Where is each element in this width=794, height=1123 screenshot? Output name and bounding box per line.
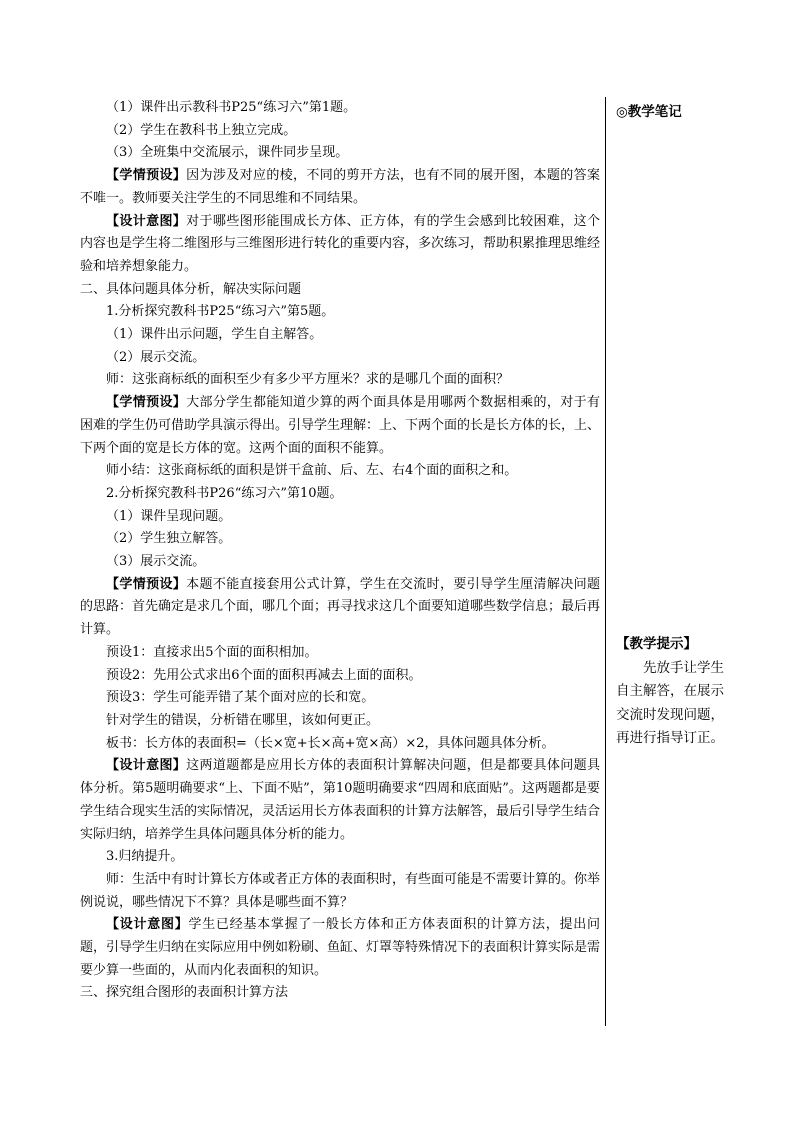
- paragraph: （1）课件出示问题，学生自主解答。: [106, 327, 323, 343]
- teaching-notes-title: ◎教学笔记: [616, 104, 682, 120]
- teaching-tip-body: 先放手让学生自主解答，在展示交流时发现问题，再进行指导订正。: [616, 659, 724, 746]
- paragraph-tag: 【学情预设】: [106, 395, 187, 411]
- tagged-paragraph: [80, 211, 600, 279]
- paragraph: 1.分析探究教科书P25“练习六”第5题。: [106, 304, 335, 320]
- paragraph-tag: 【学情预设】: [106, 168, 187, 184]
- paragraph: （1）课件呈现问题。: [106, 508, 232, 524]
- paragraph-text: 因为涉及对应的棱，不同的剪开方法，也有不同的展开图，本题的答案不唯一。教师要关注学生的不同思维和不同结果。: [80, 168, 600, 206]
- paragraph: （2）学生在教科书上独立完成。: [106, 122, 297, 138]
- paragraph: （3）展示交流。: [106, 554, 206, 570]
- tagged-paragraph: [80, 165, 600, 210]
- lesson-body: [80, 97, 600, 1005]
- paragraph-text: 大部分学生都能知道少算的两个面具体是用哪两个数据相乘的，对于有困难的学生仍可借助学具演示得出。引导学生理解：上、下两个面的长是长方体的长，上、下两个面的宽是长方体的宽。这两个面的面积不能算。: [80, 395, 601, 456]
- paragraph: 师小结：这张商标纸的面积是饼干盒前、后、左、右4个面的面积之和。: [106, 463, 518, 479]
- paragraph: （2）展示交流。: [106, 349, 206, 365]
- paragraph: 板书：长方体的表面积=（长×宽+长×高+宽×高）×2，具体问题具体分析。: [106, 735, 555, 751]
- paragraph-text: 本题不能直接套用公式计算，学生在交流时，要引导学生厘清解决问题的思路：首先确定是求几个面，哪几个面；再寻找求这几个面要知道哪些数学信息；最后再计算。: [80, 576, 601, 638]
- paragraph: （3）全班集中交流展示，课件同步呈现。: [106, 145, 349, 161]
- paragraph-tag: 【设计意图】: [106, 917, 189, 933]
- section-heading: 二、具体问题具体分析，解决实际问题: [80, 281, 302, 297]
- teaching-tip: [616, 633, 724, 751]
- paragraph: 2.分析探究教科书P26“练习六”第10题。: [106, 485, 343, 501]
- paragraph-tag: 【设计意图】: [106, 758, 187, 774]
- tagged-paragraph: [80, 392, 600, 460]
- paragraph: 预设3：学生可能弄错了某个面对应的长和宽。: [106, 690, 375, 706]
- teaching-tip-title: 【教学提示】: [616, 636, 697, 652]
- paragraph: 针对学生的错误，分析错在哪里，该如何更正。: [106, 712, 380, 728]
- paragraph-tag: 【学情预设】: [106, 576, 187, 592]
- paragraph: 师：生活中有时计算长方体或者正方体的表面积时，有些面可能是不需要计算的。你举例说说，哪些情况下不算？具体是哪些面不算？: [80, 871, 601, 910]
- paragraph: 预设2：先用公式求出6个面的面积再减去上面的面积。: [106, 667, 422, 683]
- paragraph-text: 学生已经基本掌握了一般长方体和正方体表面积的计算方法，提出问题，引导学生归纳在实际应用中例如粉刷、鱼缸、灯罩等特殊情况下的表面积计算实际是需要少算一些面的，从而内化表面积的知识。: [80, 917, 601, 978]
- teaching-notes: [616, 101, 724, 125]
- paragraph: 3.归纳提升。: [106, 849, 184, 865]
- section-heading: 三、探究组合图形的表面积计算方法: [80, 985, 289, 1001]
- tagged-paragraph: [80, 914, 600, 982]
- paragraph: 预设1：直接求出5个面的面积相加。: [106, 644, 318, 660]
- paragraph-text: 这两道题都是应用长方体的表面积计算解决问题，但是都要具体问题具体分析。第5题明确要求“上、下面不贴”，第10题明确要求“四周和底面贴”。这两题都是要学生结合现实生活的实际情况，灵活运用长方体表面积的计算方法解答，最后引导学生结合实际归纳，培养学生具体问题具体分析的能力。: [80, 758, 601, 842]
- paragraph-tag: 【设计意图】: [106, 213, 187, 229]
- tagged-paragraph: [80, 755, 600, 846]
- paragraph-text: 对于哪些图形能围成长方体、正方体，有的学生会感到比较困难，这个内容也是学生将二维图形与三维图形进行转化的重要内容，多次练习，帮助积累推理思维经验和培养想象能力。: [80, 213, 601, 274]
- paragraph: 师：这张商标纸的面积至少有多少平方厘米？求的是哪几个面的面积？: [106, 372, 510, 388]
- column-divider: [605, 97, 606, 1026]
- paragraph: （2）学生独立解答。: [106, 531, 232, 547]
- tagged-paragraph: [80, 574, 600, 642]
- paragraph: （1）课件出示教科书P25“练习六”第1题。: [106, 100, 357, 115]
